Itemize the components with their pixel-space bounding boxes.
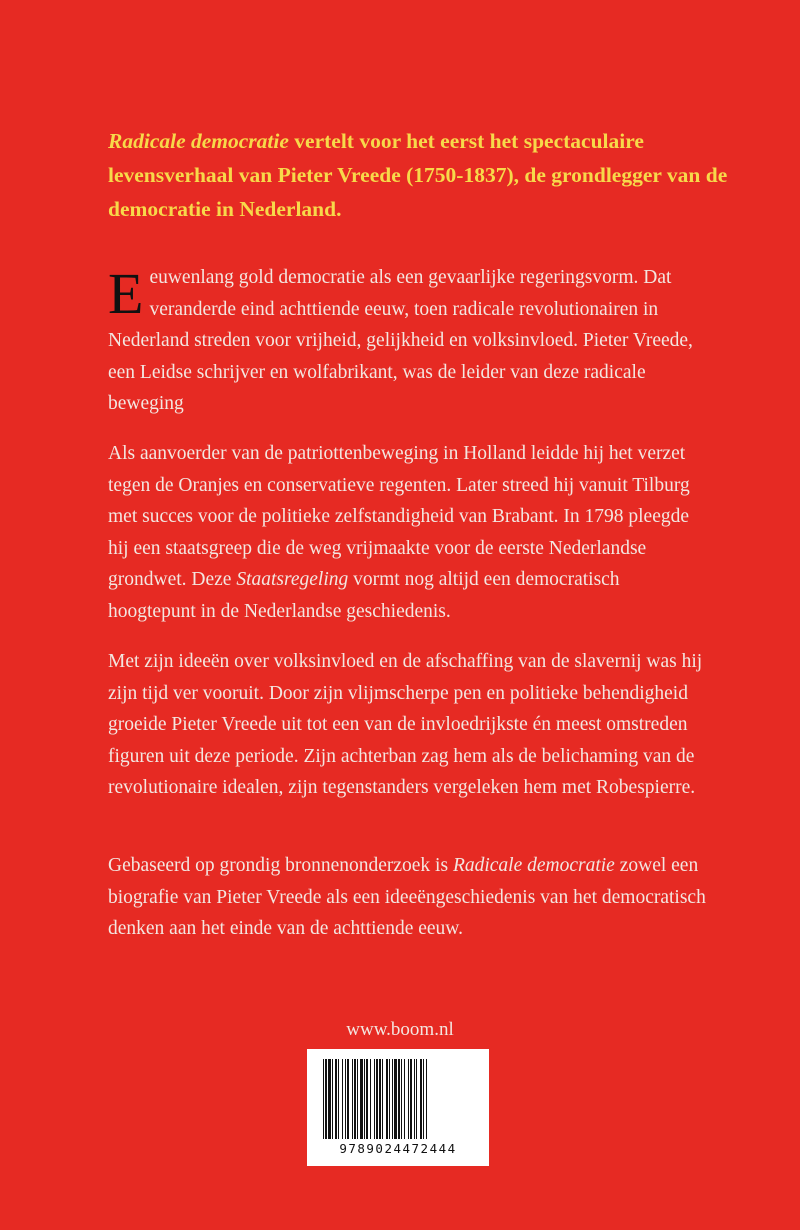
barcode-bar <box>325 1059 327 1139</box>
paragraph-4-text-after: zowel een biografie van Pieter Vreede als een ideeëngeschiedenis van het democratisch denken aan het einde van de achttiende eeuw. <box>108 855 706 939</box>
barcode-bar <box>398 1059 400 1139</box>
barcode-bar <box>366 1059 368 1139</box>
publisher-url: www.boom.nl <box>346 1019 454 1040</box>
barcode-bar <box>342 1059 343 1139</box>
barcode-bar <box>423 1059 424 1139</box>
barcode-bar <box>347 1059 349 1139</box>
book-title-italic: Radicale democratie <box>108 129 289 153</box>
paragraph-2-text-before: Als aanvoerder van de patriottenbeweging in Holland leidde hij het verzet tegen de Oranjes en conservatieve regenten. Later streed hij vanuit Tilburg met succes voor de politieke zelfstandigheid van Brabant. In 1798 pleegde hij een staatsgreep die de weg vrijmaakte voor de eerste Nederlandse grondwet. Deze <box>108 443 690 590</box>
barcode-bar <box>394 1059 397 1139</box>
isbn-number: 9789024472444 <box>339 1141 457 1156</box>
barcode-bar <box>374 1059 375 1139</box>
barcode-bar <box>382 1059 383 1139</box>
paragraph-4-text-before: Gebaseerd op grondig bronnenonderzoek is <box>108 855 453 876</box>
barcode-bar <box>414 1059 415 1139</box>
paragraph-4-italic: Radicale democratie <box>452 855 615 876</box>
barcode-bar <box>410 1059 412 1139</box>
barcode-bar <box>338 1059 339 1139</box>
barcode-bars <box>323 1059 473 1139</box>
lead-paragraph <box>108 124 728 226</box>
barcode-bar <box>379 1059 381 1139</box>
barcode-bar <box>416 1059 417 1139</box>
barcode-bar <box>401 1059 402 1139</box>
barcode-bar <box>426 1059 427 1139</box>
paragraph-4 <box>108 850 708 945</box>
barcode-bar <box>345 1059 346 1139</box>
paragraph-2-italic: Staatsregeling <box>236 569 349 590</box>
paragraph-3-text: Met zijn ideeën over volksinvloed en de afschaffing van de slavernij was hij zijn tijd ver vooruit. Door zijn vlijmscherpe pen en politieke behendigheid groeide Pieter Vreede uit tot een van de invloedrijkste én meest omstreden figuren uit deze periode. Zijn achterban zag hem als de belichaming van de revolutionaire idealen, zijn tegenstanders vergeleken hem met Robespierre. <box>108 651 703 798</box>
barcode-bar <box>335 1059 337 1139</box>
paragraph-2 <box>108 438 708 627</box>
barcode-bar <box>352 1059 353 1139</box>
barcode-bar <box>354 1059 356 1139</box>
barcode-bar <box>376 1059 378 1139</box>
barcode-bar <box>364 1059 365 1139</box>
barcode-bar <box>386 1059 388 1139</box>
barcode-bar <box>323 1059 324 1139</box>
barcode-bar <box>420 1059 422 1139</box>
barcode-bar <box>392 1059 393 1139</box>
barcode-bar <box>370 1059 371 1139</box>
paragraph-2-text-after: vormt nog altijd een democratisch hoogtepunt in de Nederlandse geschiedenis. <box>108 569 620 622</box>
paragraph-1 <box>108 262 708 420</box>
barcode-bar <box>357 1059 358 1139</box>
barcode-bar <box>332 1059 333 1139</box>
lead-text: vertelt voor het eerst het spectaculaire levensverhaal van Pieter Vreede (1750-1837), de grondlegger van de democratie in Nederland. <box>108 129 728 221</box>
barcode-bar <box>389 1059 390 1139</box>
paragraph-1-text: euwenlang gold democratie als een gevaarlijke regeringsvorm. Dat veranderde eind achttiende eeuw, toen radicale revolutionairen in Nederland streden voor vrijheid, gelijkheid en volksinvloed. Pieter Vreede, een Leidse schrijver en wolfabrikant, was de leider van deze radicale beweging <box>108 267 693 414</box>
drop-cap: E <box>108 261 144 326</box>
barcode-bar <box>408 1059 409 1139</box>
barcode-bar <box>360 1059 363 1139</box>
paragraph-3 <box>108 646 708 804</box>
barcode-bar <box>328 1059 331 1139</box>
barcode-bar <box>404 1059 405 1139</box>
barcode <box>307 1049 489 1166</box>
